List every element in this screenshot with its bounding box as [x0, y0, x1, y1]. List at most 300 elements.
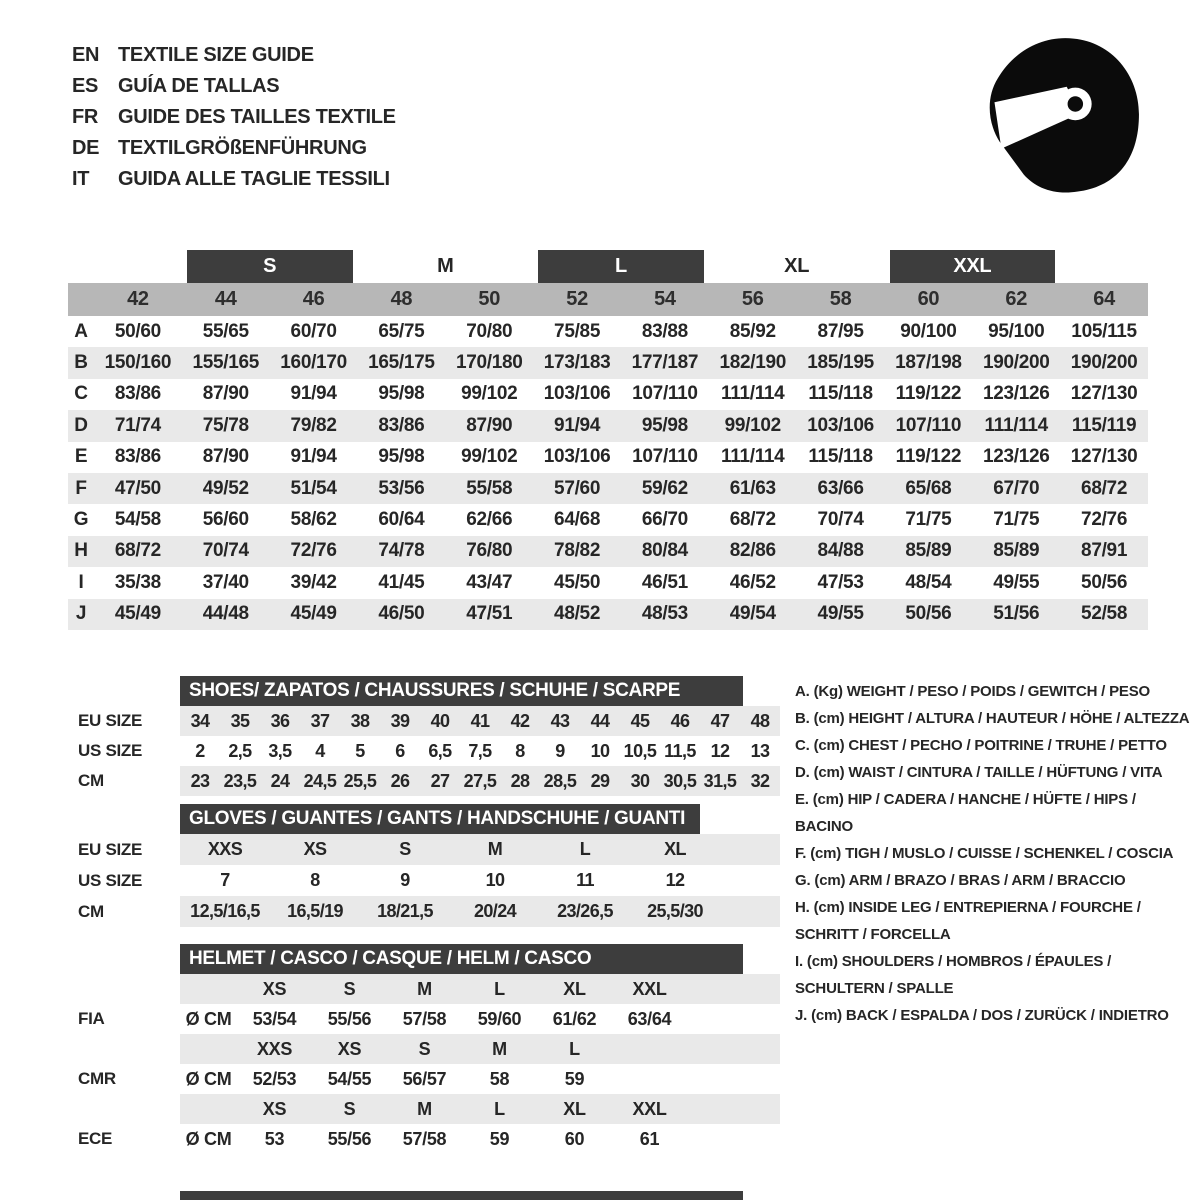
- shoes-row: [78, 706, 780, 736]
- helmet-value: 53: [264, 1128, 285, 1149]
- apparel-size-table: [68, 250, 1148, 630]
- gloves-rows: [78, 834, 780, 927]
- helmet-value: XXS: [256, 1038, 293, 1059]
- size-value: 45/49: [114, 603, 161, 625]
- shoes-value: 36: [270, 710, 290, 731]
- shoes-value: 48: [750, 710, 770, 731]
- size-value: 83/86: [114, 383, 161, 405]
- band-spacer: [68, 250, 182, 283]
- helmet-value: 57/58: [402, 1008, 447, 1029]
- size-value: 65/68: [905, 477, 952, 499]
- size-value: 72/76: [1081, 509, 1128, 531]
- size-value: 190/200: [1070, 352, 1138, 374]
- helmet-value: Ø CM: [185, 1128, 232, 1149]
- numeric-size: 60: [917, 288, 940, 310]
- language-code: EN: [72, 44, 100, 66]
- numeric-size-row: [68, 283, 1148, 316]
- numeric-size: 54: [654, 288, 676, 310]
- helmet-row: [78, 1034, 780, 1064]
- guide-title: TEXTILE SIZE GUIDE: [118, 44, 314, 66]
- size-value: 83/88: [641, 320, 688, 342]
- size-value: 123/126: [982, 383, 1050, 405]
- size-value: 111/114: [721, 383, 785, 405]
- row-label: I: [78, 571, 84, 593]
- shoes-value: 46: [670, 710, 690, 731]
- shoes-value: 40: [430, 710, 450, 731]
- size-value: 99/102: [461, 383, 518, 405]
- size-value: 99/102: [724, 414, 781, 436]
- shoes-row: [78, 736, 780, 766]
- table-row-h: [68, 536, 1148, 567]
- helmet-icon: [975, 30, 1155, 202]
- shoes-value: 39: [390, 710, 410, 731]
- size-value: 177/187: [631, 352, 699, 374]
- shoes-value: 6,5: [428, 740, 452, 761]
- size-value: 46/50: [378, 603, 425, 625]
- size-value: 56/60: [202, 509, 249, 531]
- size-value: 95/98: [378, 383, 425, 405]
- size-value: 39/42: [290, 571, 337, 593]
- row-label: CM: [78, 901, 104, 921]
- size-value: 60/70: [290, 320, 337, 342]
- shoes-value: 27: [430, 770, 450, 791]
- size-value: 62/66: [466, 509, 513, 531]
- size-value: 63/66: [817, 477, 864, 499]
- size-value: 85/89: [993, 540, 1040, 562]
- size-value: 58/62: [290, 509, 337, 531]
- gloves-value: 9: [400, 870, 410, 890]
- shoes-cells: [180, 736, 780, 766]
- shoes-value: 34: [190, 710, 210, 731]
- size-value: 51/54: [290, 477, 337, 499]
- size-value: 50/56: [1081, 571, 1128, 593]
- helmet-value: XL: [563, 978, 586, 999]
- size-value: 79/82: [290, 414, 337, 436]
- numeric-size: 52: [566, 288, 588, 310]
- helmet-row: [78, 1004, 780, 1034]
- size-value: 87/91: [1081, 540, 1128, 562]
- helmet-value: 57/58: [402, 1128, 447, 1149]
- helmet-value: XL: [563, 1098, 586, 1119]
- size-value: 119/122: [895, 446, 962, 468]
- size-value: 48/52: [554, 603, 601, 625]
- size-value: 47/51: [466, 603, 513, 625]
- size-value: 49/54: [729, 603, 776, 625]
- size-value: 107/110: [895, 414, 962, 436]
- size-value: 115/118: [808, 446, 873, 468]
- shoes-value: 4: [315, 740, 325, 761]
- legend-item: H. (cm) INSIDE LEG / ENTREPIERNA / FOURCHE / SCHRITT / FORCELLA: [795, 899, 1141, 943]
- helmet-cells: [180, 1034, 780, 1064]
- row-label: ECE: [78, 1129, 113, 1148]
- helmet-value: XS: [262, 978, 287, 999]
- row-label: J: [75, 603, 87, 625]
- size-band-s: S: [187, 250, 353, 283]
- gloves-value: XXS: [207, 839, 243, 859]
- size-value: 111/114: [721, 446, 785, 468]
- size-value: 91/94: [554, 414, 601, 436]
- legend-item: F. (cm) TIGH / MUSLO / CUISSE / SCHENKEL / COSCIA: [795, 845, 1174, 862]
- guide-title: TEXTILGRÖßENFÜHRUNG: [118, 137, 367, 159]
- row-label: H: [74, 540, 88, 562]
- shoes-section-header: SHOES/ ZAPATOS / CHAUSSURES / SCHUHE / SCARPE: [180, 676, 743, 706]
- numeric-size: 42: [127, 288, 149, 310]
- size-value: 49/55: [993, 571, 1040, 593]
- helmet-value: L: [569, 1038, 580, 1059]
- size-value: 187/198: [895, 352, 962, 374]
- size-value: 103/106: [543, 446, 611, 468]
- row-label: US SIZE: [78, 741, 143, 760]
- size-value: 83/86: [378, 414, 425, 436]
- size-value: 59/62: [641, 477, 688, 499]
- cropped-next-section-bar: [180, 1191, 743, 1200]
- row-label: A: [74, 320, 88, 342]
- language-row: [72, 102, 396, 133]
- size-value: 70/74: [817, 509, 864, 531]
- size-band-xl: XL: [784, 255, 810, 277]
- guide-title: GUIDE DES TAILLES TEXTILE: [118, 106, 396, 128]
- shoes-value: 23: [190, 770, 210, 791]
- row-label: C: [74, 383, 88, 405]
- size-value: 105/115: [1071, 320, 1137, 342]
- size-value: 155/165: [192, 352, 260, 374]
- helmet-value: 59: [564, 1068, 585, 1089]
- helmet-value: XS: [337, 1038, 362, 1059]
- helmet-section-header: HELMET / CASCO / CASQUE / HELM / CASCO: [180, 944, 743, 974]
- size-value: 95/100: [988, 320, 1045, 342]
- row-label: CM: [78, 771, 104, 790]
- helmet-value: 58: [489, 1068, 510, 1089]
- helmet-value: 60: [564, 1128, 585, 1149]
- size-value: 45/49: [290, 603, 337, 625]
- table-row-j: [68, 599, 1148, 630]
- size-value: 107/110: [632, 446, 698, 468]
- row-label: FIA: [78, 1009, 105, 1028]
- size-value: 107/110: [632, 383, 698, 405]
- size-value: 85/92: [729, 320, 776, 342]
- helmet-value: S: [418, 1038, 431, 1059]
- size-band-m: M: [437, 255, 454, 277]
- gloves-cells: [180, 896, 780, 927]
- size-value: 46/52: [729, 571, 776, 593]
- helmet-cells: [180, 1064, 780, 1094]
- size-value: 75/78: [202, 414, 249, 436]
- size-value: 82/86: [729, 540, 776, 562]
- size-value: 65/75: [378, 320, 425, 342]
- shoes-value: 6: [395, 740, 405, 761]
- helmet-value: 55/56: [327, 1008, 372, 1029]
- size-value: 68/72: [114, 540, 161, 562]
- numeric-size: 48: [390, 288, 413, 310]
- shoes-value: 47: [710, 710, 730, 731]
- helmet-value: 53/54: [252, 1008, 297, 1029]
- shoes-row: [78, 766, 780, 796]
- size-value: 150/160: [104, 352, 172, 374]
- gloves-value: 18/21,5: [377, 901, 433, 921]
- size-value: 111/114: [984, 414, 1048, 436]
- size-value: 115/119: [1071, 414, 1137, 436]
- measurement-legend: [795, 678, 1197, 1029]
- gloves-value: 16,5/19: [287, 901, 343, 921]
- shoes-value: 29: [590, 770, 610, 791]
- row-label: B: [74, 352, 88, 374]
- helmet-value: 54/55: [327, 1068, 372, 1089]
- shoes-value: 26: [390, 770, 410, 791]
- size-value: 190/200: [982, 352, 1050, 374]
- helmet-value: M: [417, 1098, 432, 1119]
- numeric-size: 62: [1005, 288, 1028, 310]
- size-value: 43/47: [466, 571, 513, 593]
- shoes-cells: [180, 706, 780, 736]
- size-row-spacer: [68, 283, 94, 316]
- shoes-value: 8: [515, 740, 525, 761]
- size-value: 119/122: [895, 383, 962, 405]
- size-value: 37/40: [202, 571, 249, 593]
- size-value: 55/58: [466, 477, 513, 499]
- legend-item: D. (cm) WAIST / CINTURA / TAILLE / HÜFTUNG / VITA: [795, 764, 1163, 781]
- shoes-value: 25,5: [343, 770, 377, 791]
- size-band-xxl: XXL: [890, 250, 1056, 283]
- gloves-cells: [180, 834, 780, 865]
- size-value: 49/52: [202, 477, 249, 499]
- size-value: 85/89: [905, 540, 952, 562]
- size-value: 87/90: [202, 446, 249, 468]
- size-value: 75/85: [554, 320, 601, 342]
- size-value: 41/45: [378, 571, 425, 593]
- size-value: 170/180: [455, 352, 523, 374]
- size-value: 103/106: [807, 414, 874, 436]
- helmet-value: 56/57: [402, 1068, 447, 1089]
- size-value: 54/58: [114, 509, 161, 531]
- shoes-rows: [78, 706, 780, 796]
- size-value: 71/75: [905, 509, 952, 531]
- helmet-value: L: [494, 978, 505, 999]
- gloves-row: [78, 834, 780, 865]
- gloves-value: L: [579, 839, 591, 859]
- helmet-value: Ø CM: [185, 1068, 232, 1089]
- size-value: 60/64: [378, 509, 425, 531]
- size-value: 49/55: [817, 603, 864, 625]
- row-label: F: [75, 477, 87, 499]
- guide-title: GUÍA DE TALLAS: [118, 75, 280, 97]
- gloves-value: 8: [310, 870, 320, 890]
- size-value: 83/86: [114, 446, 161, 468]
- helmet-value: 55/56: [327, 1128, 372, 1149]
- size-value: 48/54: [905, 571, 952, 593]
- language-title-list: [72, 40, 396, 195]
- table-row-f: [68, 473, 1148, 504]
- legend-item: I. (cm) SHOULDERS / HOMBROS / ÉPAULES / SCHULTERN / SPALLE: [795, 953, 1112, 997]
- table-row-a: [68, 316, 1148, 347]
- size-value: 84/88: [817, 540, 864, 562]
- legend-item: G. (cm) ARM / BRAZO / BRAS / ARM / BRACCIO: [795, 872, 1126, 889]
- size-value: 127/130: [1070, 446, 1138, 468]
- size-value: 76/80: [466, 540, 513, 562]
- helmet-value: 63/64: [627, 1008, 672, 1029]
- size-value: 47/50: [114, 477, 161, 499]
- size-value: 80/84: [641, 540, 688, 562]
- legend-item: A. (Kg) WEIGHT / PESO / POIDS / GEWITCH / PESO: [795, 683, 1150, 700]
- language-code: ES: [72, 75, 99, 97]
- helmet-row: [78, 974, 780, 1004]
- shoes-value: 7,5: [468, 740, 492, 761]
- language-row: [72, 133, 396, 164]
- size-band-l: L: [538, 250, 704, 283]
- size-value: 78/82: [554, 540, 601, 562]
- shoes-value: 23,5: [223, 770, 257, 791]
- shoes-value: 3,5: [268, 740, 292, 761]
- gloves-section-header: GLOVES / GUANTES / GANTS / HANDSCHUHE / GUANTI: [180, 804, 700, 834]
- table-row-e: [68, 442, 1148, 473]
- shoes-value: 2,5: [228, 740, 252, 761]
- shoes-value: 41: [470, 710, 490, 731]
- gloves-value: 11: [576, 870, 594, 890]
- numeric-size: 64: [1093, 288, 1115, 310]
- helmet-value: XS: [262, 1098, 287, 1119]
- table-row-g: [68, 504, 1148, 535]
- shoes-value: 30,5: [663, 770, 697, 791]
- shoes-size-table: [78, 676, 780, 796]
- guide-title: GUIDA ALLE TAGLIE TESSILI: [118, 168, 390, 190]
- shoes-value: 24: [270, 770, 290, 791]
- helmet-value: M: [492, 1038, 507, 1059]
- shoes-value: 38: [350, 710, 370, 731]
- size-value: 99/102: [461, 446, 518, 468]
- size-value: 127/130: [1070, 383, 1138, 405]
- size-value: 87/90: [466, 414, 513, 436]
- shoes-value: 9: [555, 740, 565, 761]
- size-value: 71/75: [993, 509, 1040, 531]
- shoes-value: 31,5: [703, 770, 737, 791]
- shoes-value: 27,5: [463, 770, 497, 791]
- size-value: 47/53: [817, 571, 864, 593]
- legend-item: J. (cm) BACK / ESPALDA / DOS / ZURÜCK / INDIETRO: [795, 1007, 1169, 1024]
- size-value: 66/70: [641, 509, 688, 531]
- gloves-value: 12: [665, 870, 685, 890]
- helmet-row: [78, 1124, 780, 1154]
- shoes-value: 42: [510, 710, 530, 731]
- size-value: 70/80: [466, 320, 513, 342]
- gloves-value: XS: [303, 839, 327, 859]
- gloves-row: [78, 865, 780, 896]
- table-row-c: [68, 379, 1148, 410]
- size-value: 48/53: [641, 603, 688, 625]
- helmet-value: 59: [489, 1128, 510, 1149]
- size-value: 64/68: [554, 509, 601, 531]
- numeric-size: 56: [741, 288, 764, 310]
- gloves-value: 20/24: [473, 901, 517, 921]
- size-value: 165/175: [368, 352, 435, 374]
- language-row: [72, 164, 396, 195]
- helmet-cells: [180, 1124, 780, 1154]
- helmet-value: L: [494, 1098, 505, 1119]
- row-label: EU SIZE: [78, 839, 143, 859]
- gloves-value: S: [399, 839, 411, 859]
- gloves-value: 12,5/16,5: [190, 901, 260, 921]
- legend-item: B. (cm) HEIGHT / ALTURA / HAUTEUR / HÖHE / ALTEZZA: [795, 710, 1190, 727]
- shoes-value: 30: [630, 770, 650, 791]
- helmet-value: 59/60: [477, 1008, 522, 1029]
- helmet-value: S: [343, 1098, 356, 1119]
- gloves-size-table: [78, 804, 780, 927]
- helmet-row: [78, 1064, 780, 1094]
- helmet-rows: [78, 974, 780, 1154]
- measurement-rows: [68, 316, 1148, 630]
- size-value: 91/94: [290, 383, 337, 405]
- shoes-value: 43: [550, 710, 570, 731]
- helmet-value: Ø CM: [185, 1008, 232, 1029]
- size-value: 44/48: [202, 603, 249, 625]
- row-label: EU SIZE: [78, 711, 143, 730]
- size-value: 35/38: [114, 571, 161, 593]
- size-value: 53/56: [378, 477, 425, 499]
- gloves-value: 10: [485, 870, 505, 890]
- size-value: 95/98: [378, 446, 425, 468]
- row-label: US SIZE: [78, 870, 143, 890]
- shoes-cells: [180, 766, 780, 796]
- size-value: 55/65: [202, 320, 249, 342]
- shoes-value: 28: [510, 770, 530, 791]
- shoes-value: 28,5: [543, 770, 577, 791]
- table-row-i: [68, 567, 1148, 598]
- table-row-b: [68, 347, 1148, 378]
- gloves-row: [78, 896, 780, 927]
- size-value: 90/100: [900, 320, 957, 342]
- shoes-value: 10: [590, 740, 610, 761]
- size-value: 50/56: [905, 603, 952, 625]
- row-label: G: [73, 509, 89, 531]
- size-value: 160/170: [280, 352, 347, 374]
- shoes-value: 35: [230, 710, 250, 731]
- numeric-size: 46: [302, 288, 325, 310]
- legend-item: E. (cm) HIP / CADERA / HANCHE / HÜFTE / HIPS / BACINO: [795, 791, 1136, 835]
- language-code: DE: [72, 137, 100, 159]
- shoes-value: 2: [195, 740, 205, 761]
- size-value: 70/74: [202, 540, 249, 562]
- size-value: 74/78: [378, 540, 425, 562]
- size-value: 68/72: [729, 509, 776, 531]
- size-value: 68/72: [1081, 477, 1128, 499]
- numeric-size: 50: [478, 288, 501, 310]
- helmet-value: XXL: [632, 1098, 667, 1119]
- language-code: IT: [72, 168, 90, 190]
- helmet-row: [78, 1094, 780, 1124]
- size-value: 51/56: [993, 603, 1040, 625]
- gloves-value: M: [487, 839, 503, 859]
- size-value: 52/58: [1081, 603, 1128, 625]
- shoes-value: 37: [310, 710, 330, 731]
- size-value: 173/183: [543, 352, 611, 374]
- size-value: 45/50: [554, 571, 601, 593]
- gloves-value: 7: [220, 870, 230, 890]
- shoes-value: 11,5: [664, 740, 696, 761]
- shoes-value: 5: [355, 740, 365, 761]
- helmet-size-table: [78, 944, 780, 1154]
- size-value: 46/51: [641, 571, 688, 593]
- row-label: E: [74, 446, 88, 468]
- gloves-cells: [180, 865, 780, 896]
- row-label: D: [74, 414, 88, 436]
- helmet-cells: [180, 1004, 780, 1034]
- helmet-value: 61/62: [552, 1008, 597, 1029]
- gloves-value: 25,5/30: [647, 901, 703, 921]
- language-code: FR: [72, 106, 99, 128]
- gloves-value: XL: [664, 839, 686, 859]
- shoes-value: 24,5: [303, 770, 337, 791]
- helmet-value: S: [343, 978, 356, 999]
- language-row: [72, 71, 396, 102]
- size-value: 71/74: [114, 414, 161, 436]
